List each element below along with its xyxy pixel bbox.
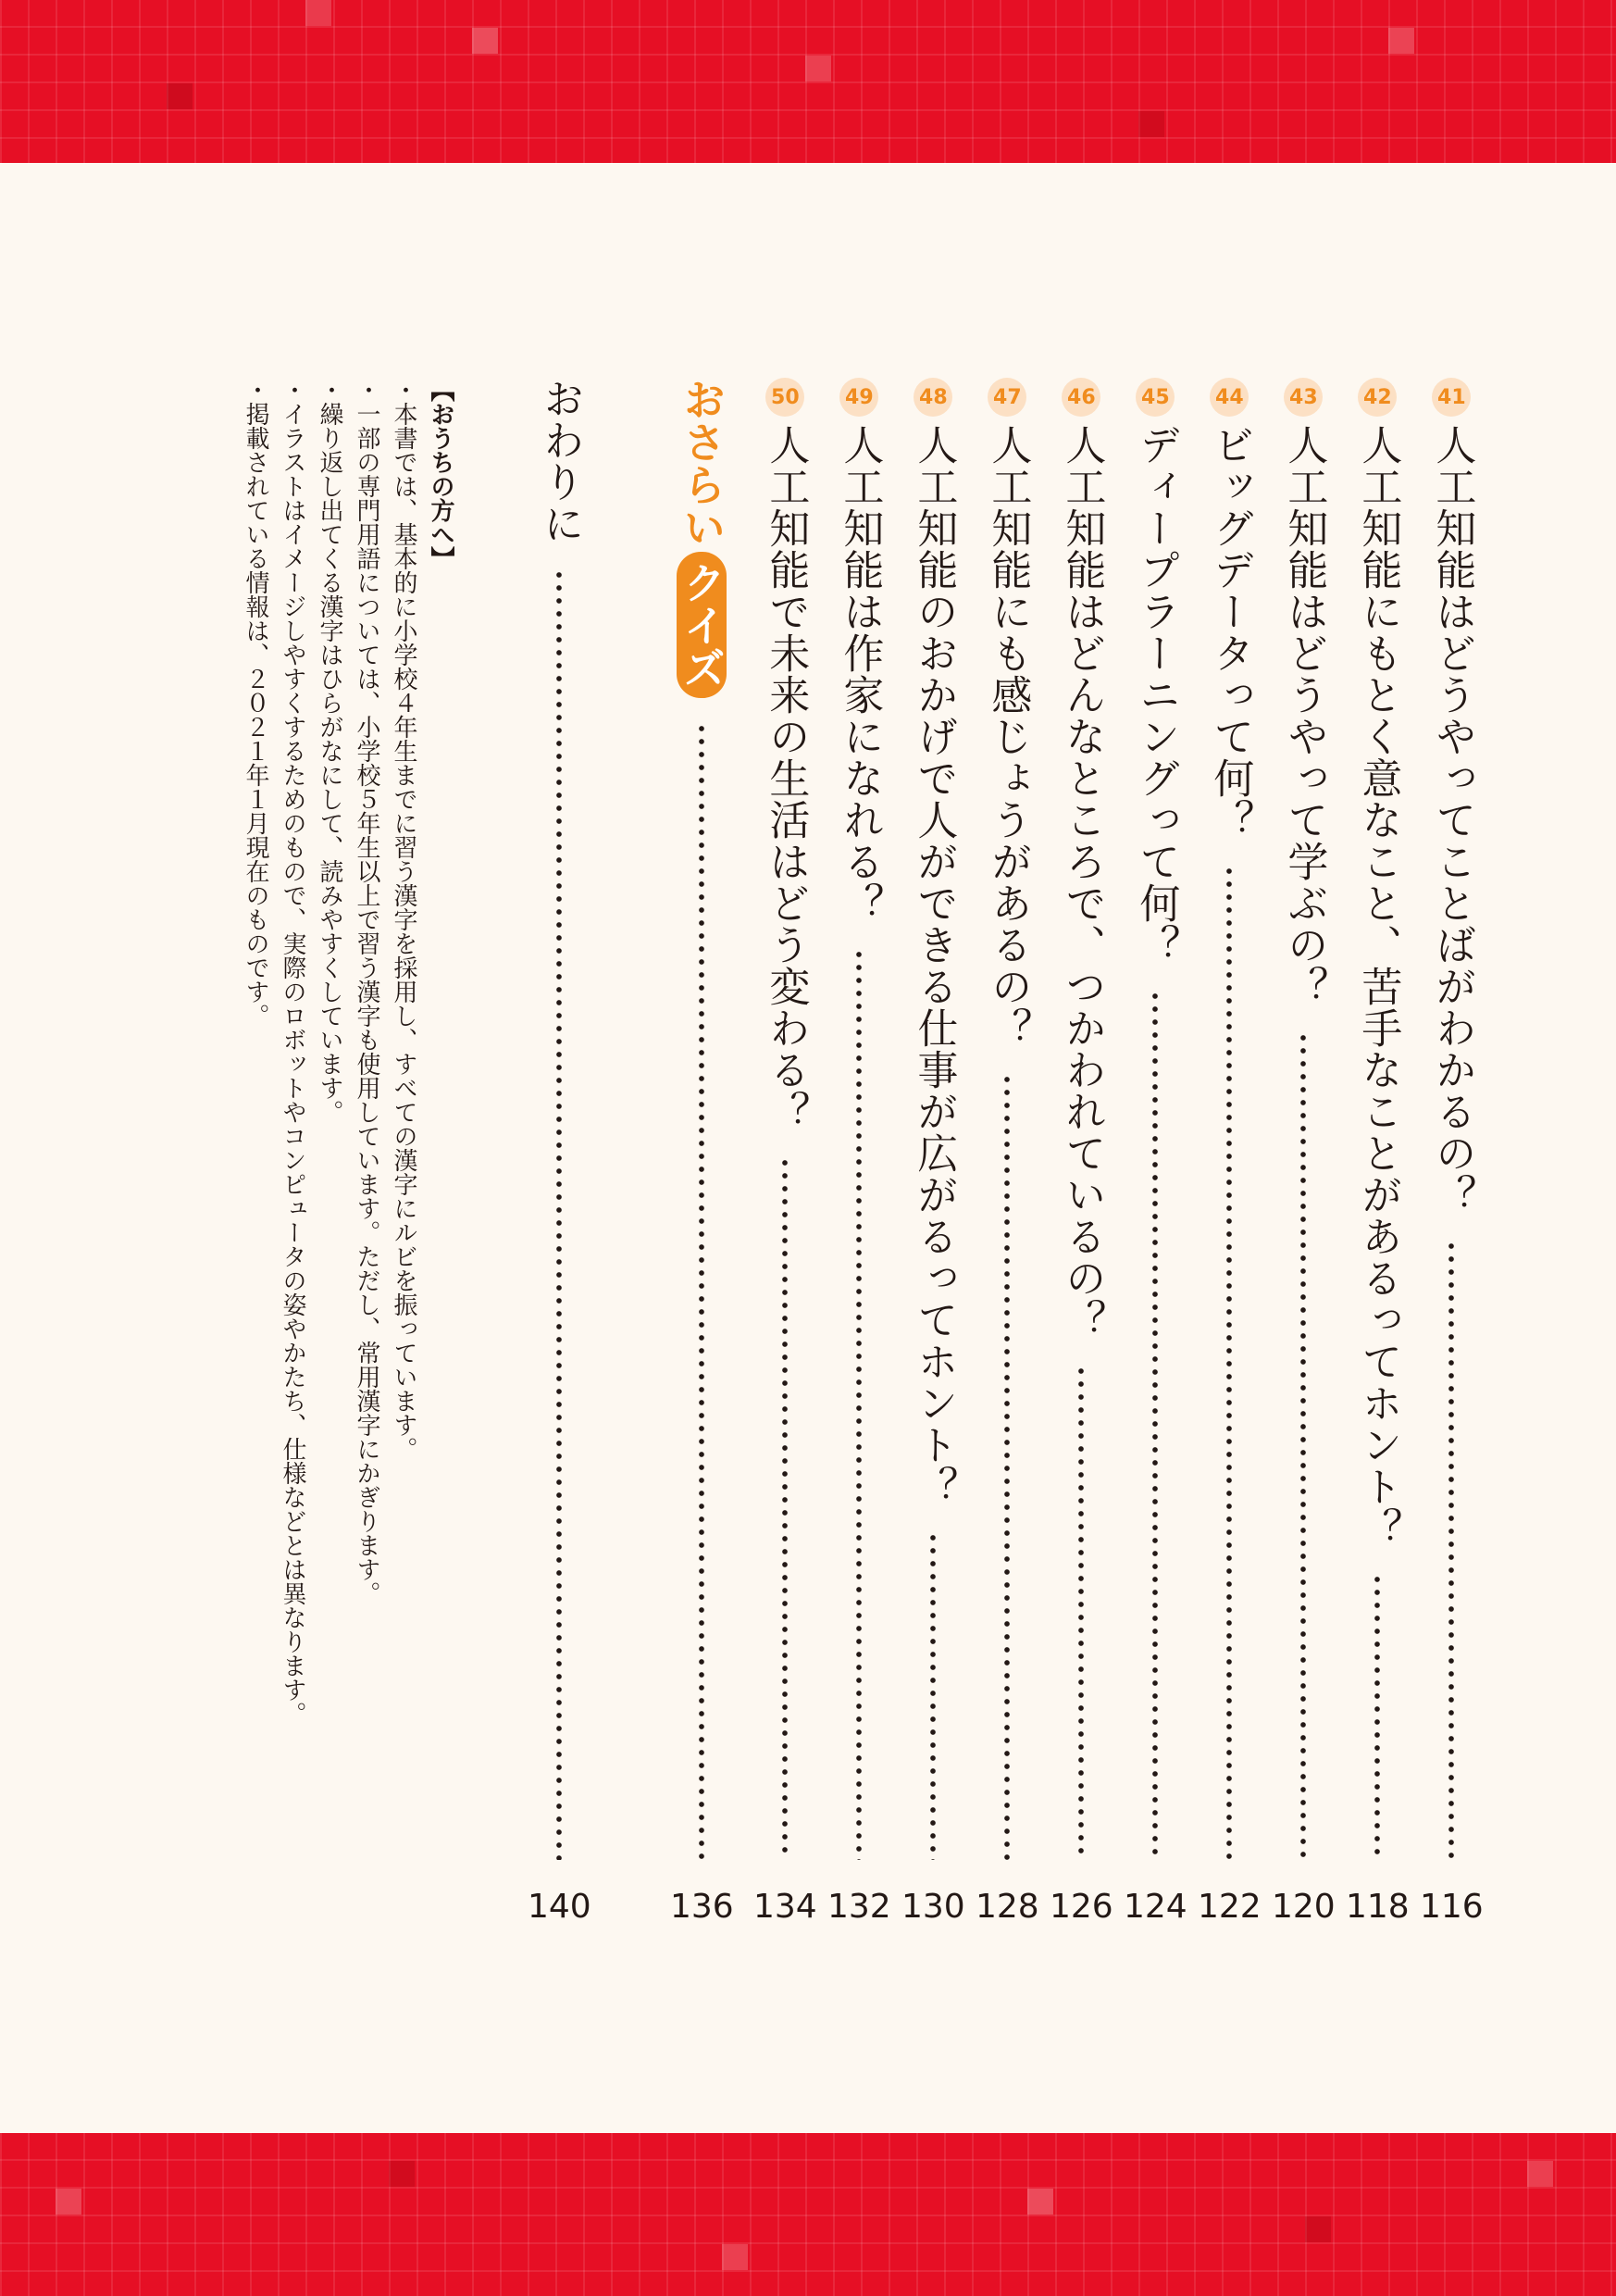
toc-entry[interactable] xyxy=(901,378,965,1926)
dot-leader xyxy=(1152,990,1158,1860)
chapter-number-badge: 44 xyxy=(1210,378,1249,417)
toc-title: 人工知能はどうやってことばがわかるの？ xyxy=(1428,424,1476,1216)
toc-entry[interactable] xyxy=(1124,378,1187,1926)
toc-title: 人工知能のおかげで人ができる仕事が広がるってホント？ xyxy=(910,424,958,1507)
dot-leader xyxy=(856,948,862,1860)
toc-page-number: 140 xyxy=(528,1888,591,1926)
toc-page-number: 126 xyxy=(1050,1888,1113,1926)
toc-page-number: 134 xyxy=(753,1888,817,1926)
note-line: ・繰り返し出てくる漢字はひらがなにして、読みやすくしています。 xyxy=(316,378,343,1124)
toc-entry[interactable] xyxy=(1198,378,1262,1926)
dot-leader xyxy=(1078,1365,1084,1860)
toc-page-number: 122 xyxy=(1198,1888,1262,1926)
toc-entry[interactable] xyxy=(1346,378,1410,1926)
toc-title: 人工知能は作家になれる？ xyxy=(836,424,884,924)
toc-title: 人工知能はどんなところで、つかわれているの？ xyxy=(1058,424,1106,1341)
dot-leader xyxy=(1004,1073,1010,1860)
note-line: ・掲載されている情報は、２０２１年１月現在のものです。 xyxy=(242,378,269,1028)
quiz-label-quiz: クイズ xyxy=(677,552,727,698)
toc-page-number: 136 xyxy=(670,1888,734,1926)
chapter-number-badge: 50 xyxy=(765,378,804,417)
toc-title: おわりに xyxy=(536,378,584,544)
top-decorative-band xyxy=(0,0,1616,163)
toc-entry-ending[interactable] xyxy=(528,378,591,1926)
chapter-number-badge: 41 xyxy=(1432,378,1471,417)
dot-leader xyxy=(1448,1240,1454,1860)
chapter-number-badge: 42 xyxy=(1358,378,1397,417)
note-line: ・一部の専門用語については、小学校５年生以上で習う漢字も使用しています。ただし、常用漢字にかぎります。 xyxy=(353,378,380,1605)
toc-title: ディープラーニングって何？ xyxy=(1132,424,1180,966)
chapter-number-badge: 43 xyxy=(1284,378,1323,417)
toc-entry[interactable] xyxy=(753,378,817,1926)
dot-leader xyxy=(556,568,562,1860)
quiz-heading xyxy=(677,378,727,698)
dot-leader xyxy=(1374,1573,1380,1860)
toc-title: 人工知能で未来の生活はどう変わる？ xyxy=(762,424,810,1132)
dot-leader xyxy=(699,722,704,1860)
toc-entry[interactable] xyxy=(1050,378,1113,1926)
toc-page-number: 130 xyxy=(901,1888,965,1926)
toc-page-number: 120 xyxy=(1272,1888,1336,1926)
note-line: ・イラストはイメージしやすくするためのもので、実際のロボットやコンピュータの姿やかたち、仕様などとは異なります。 xyxy=(279,378,306,1726)
toc-page-number: 124 xyxy=(1124,1888,1187,1926)
chapter-number-badge: 45 xyxy=(1136,378,1175,417)
chapter-number-badge: 48 xyxy=(914,378,952,417)
toc-entry[interactable] xyxy=(827,378,891,1926)
chapter-number-badge: 46 xyxy=(1062,378,1100,417)
toc-title: 人工知能にもとく意なこと、苦手なことがあるってホント？ xyxy=(1354,424,1402,1549)
toc-title: ビッグデータって何？ xyxy=(1206,424,1254,841)
toc-entry[interactable] xyxy=(976,378,1039,1926)
dot-leader xyxy=(1226,865,1232,1860)
quiz-label-review: おさらい xyxy=(677,378,727,548)
toc-page-number: 118 xyxy=(1346,1888,1410,1926)
toc-page-number: 116 xyxy=(1420,1888,1484,1926)
bottom-decorative-band xyxy=(0,2133,1616,2296)
note-line: ・本書では、基本的に小学校４年生までに習う漢字を採用し、すべての漢字にルビを振っています。 xyxy=(390,378,417,1461)
chapter-number-badge: 49 xyxy=(839,378,878,417)
toc-entry[interactable] xyxy=(1420,378,1484,1926)
dot-leader xyxy=(782,1156,788,1860)
toc-title: 人工知能にも感じょうがあるの？ xyxy=(984,424,1032,1049)
toc-page-number: 132 xyxy=(827,1888,891,1926)
parents-note xyxy=(237,378,459,1933)
toc-entry-quiz[interactable] xyxy=(670,378,734,1926)
chapter-number-badge: 47 xyxy=(988,378,1026,417)
dot-leader xyxy=(930,1531,936,1860)
toc-entry[interactable] xyxy=(1272,378,1336,1926)
note-heading: 【おうちの方へ】 xyxy=(427,378,454,570)
dot-leader xyxy=(1300,1031,1306,1860)
toc-title: 人工知能はどうやって学ぶの？ xyxy=(1280,424,1328,1007)
toc-page-number: 128 xyxy=(976,1888,1039,1926)
